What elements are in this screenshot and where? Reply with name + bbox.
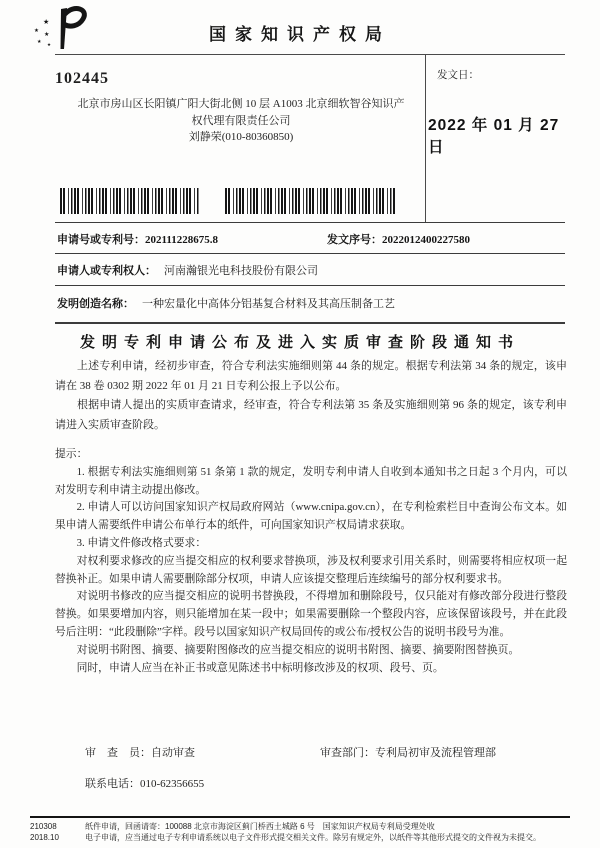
notice-title: 发明专利申请公布及进入实质审查阶段通知书 [79,334,520,351]
recipient-contact: 刘静荣(010-80360850) [188,131,294,143]
mail-routing-code: 102445 [55,70,109,87]
notice-paragraph: 上述专利申请，经初步审查，符合专利法实施细则第 44 条的规定。根据专利法第 34 条的规定，该申请在 38 卷 0302 期 2022 年 01 月 21 日专利公报上予以公布。 [55,360,567,392]
serial-no-value: 2022012400227580 [382,234,470,246]
svg-text:★: ★ [43,18,50,26]
table-rule [55,222,565,223]
tip-item: 同时，申请人应当在补正书或意见陈述书中标明修改涉及的权项、段号、页。 [76,661,444,674]
serial-group [327,231,470,247]
footer-notes [85,822,575,843]
footer-note-electronic: 电子申请，应当通过电子专利申请系统以电子文件形式提交相关文件。除另有规定外，以纸件等其他形式提交的文件视为未提交。 [85,832,541,842]
notice-paragraph: 根据申请人提出的实质审查请求，经审查，符合专利法第 35 条及实施细则第 96 条的规定，该专利申请进入实质审查阶段。 [55,399,567,431]
barcode [60,188,200,214]
table-rule [55,285,565,286]
serial-no-label: 发文序号： [327,234,382,246]
contact-phone-value: 010-62356655 [140,778,205,790]
tip-item: 对权利要求修改的应当提交相应的权利要求替换项，涉及权利要求引用关系时，则需要将相应权项一起替换补正。如果申请人需要删除部分权项，申请人应该提交整理后连续编号的部分权利要求书。 [55,554,567,585]
footer-form-code: 210308 [30,822,57,831]
recipient-address [55,96,427,146]
svg-text:★: ★ [37,40,42,45]
invention-title-label: 发明创造名称： [57,298,134,310]
table-row-invention [57,295,565,311]
svg-text:★: ★ [34,28,39,34]
dispatch-date-label: 发文日： [437,70,479,81]
barcode [225,188,395,214]
svg-text:★: ★ [47,42,52,47]
dispatch-date-value: 2022 年 01 月 27 日 [428,117,560,156]
notice-body [55,357,567,677]
applicant-value: 河南瀚银光电科技股份有限公司 [164,265,318,277]
tip-item: 3. 申请文件修改格式要求： [76,536,207,549]
table-row-applicant [57,262,565,278]
footer-note-paper: 纸件申请，回函请寄：100088 北京市海淀区蓟门桥西土城路 6 号 国家知识产权局专利局受理处收 [85,822,435,831]
tip-item: 对说明书修改的应当提交相应的说明书替换段，不得增加和删除段号，仅只能对有修改部分段进行整段替换。如果要增加内容，则只能增加在某一段中；如果需要删除一个整段内容，应该保留该段号，并在此段号后注明：“此段删除”字样。段号以国家知识产权局回传的或公布/授权公告的说明书段号为准。 [55,590,567,638]
footer-form-codes [30,822,85,843]
tip-item: 1. 根据专利法实施细则第 51 条第 1 款的规定，发明专利申请人自收到本通知书之日起 3 个月内，可以对发明专利申请主动提出修改。 [55,465,567,496]
header-rule [55,54,565,55]
svg-text:★: ★ [44,32,50,38]
tips-label: 提示： [55,448,88,460]
application-no-label: 申请号或专利号： [57,234,145,246]
examiner-value: 自动审查 [151,747,195,759]
address-line-2: 权代理有限责任公司 [191,114,291,127]
examiner-field [85,744,195,760]
application-no-value: 202111228675.8 [145,234,219,246]
footer-rule [30,816,570,818]
footer [30,822,575,843]
review-dept-field [320,744,496,760]
contact-phone-field [85,775,204,791]
table-rule [55,322,565,324]
tip-item: 对说明书附图、摘要、摘要附图修改的应当提交相应的说明书附图、摘要、摘要附图替换页。 [76,643,520,656]
examiner-label: 审 查 员： [85,747,151,759]
review-dept-value: 专利局初审及流程管理部 [375,747,496,759]
address-line-1: 北京市房山区长阳镇广阳大街北侧 10 层 A1003 北京细软智谷知识产 [77,98,405,110]
invention-title-value: 一种宏量化中高体分铝基复合材料及其高压制备工艺 [142,298,395,310]
table-rule [55,253,565,254]
applicant-label: 申请人或专利权人： [57,265,156,277]
review-dept-label: 审查部门： [320,747,375,759]
contact-phone-label: 联系电话： [85,778,140,790]
tip-item: 2. 申请人可以访问国家知识产权局政府网站（www.cnipa.gov.cn），在专利检索栏目中查询公布文本。如果申请人需要纸件申请公布单行本的纸件，可向国家知识产权局请求获取。 [55,501,567,532]
footer-form-revision: 2018.10 [30,832,59,842]
tips-section [55,446,567,677]
table-row-application [57,231,565,247]
agency-title: 国家知识产权局 [209,25,391,44]
